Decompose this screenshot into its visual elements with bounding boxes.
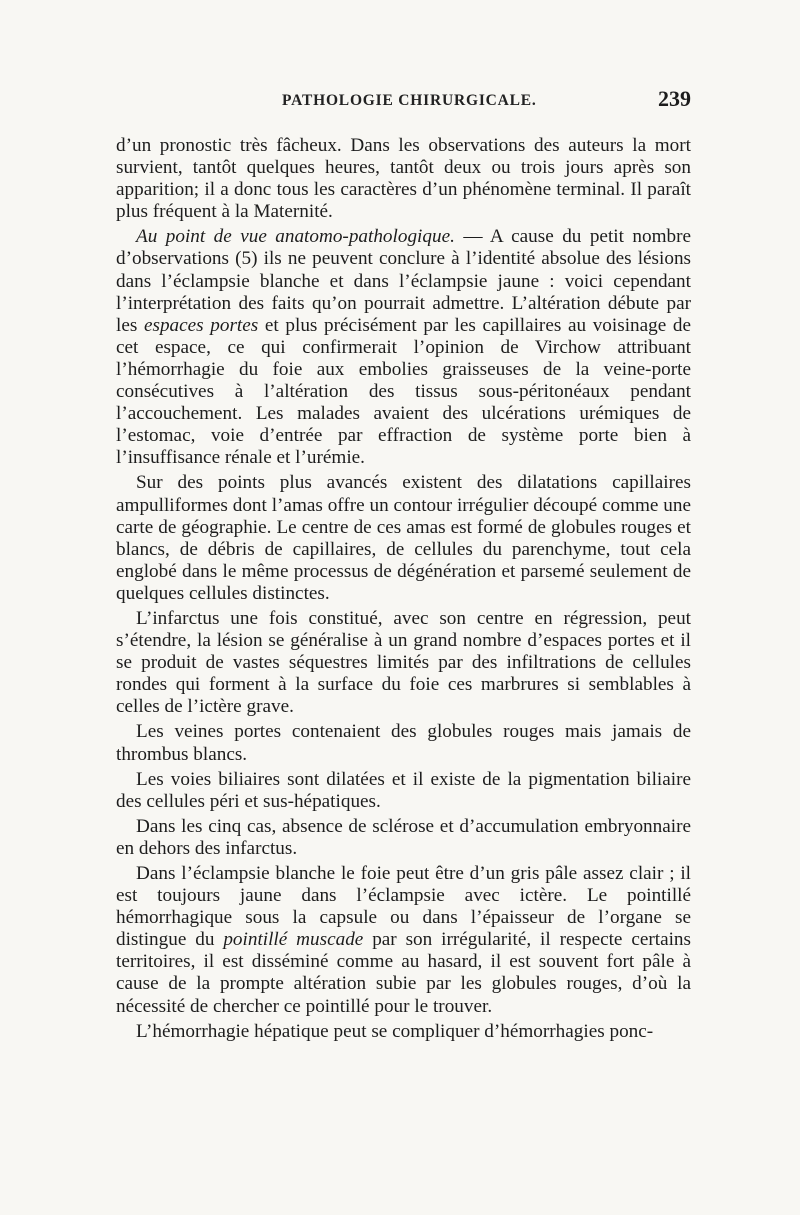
paragraph-8-text-b: par son irrégularité, il respecte certains territoires, il est disséminé comme au hasard, il est souvent fort pâle à cause de la prompte altération subie par les globules rouges, d’où la nécessité de chercher ce pointillé pour le trouver. — [116, 929, 691, 1017]
italic-term-espaces-portes: espaces portes — [143, 314, 259, 336]
running-head: PATHOLOGIE CHIRURGICALE. — [282, 92, 537, 109]
italic-term-pointille-muscade: pointillé muscade — [223, 929, 364, 951]
paragraph-2 — [116, 226, 691, 469]
paragraph-7 — [116, 816, 691, 860]
paragraph-5-text: Les veines portes contenaient des globules rouges mais jamais de thrombus blancs. — [116, 721, 691, 765]
paragraph-8 — [116, 863, 691, 1018]
main-text — [116, 135, 691, 1043]
paragraph-1 — [116, 135, 691, 223]
paragraph-5 — [116, 721, 691, 765]
paragraph-4-text: L’infarctus une fois constitué, avec son centre en régression, peut s’étendre, la lésion se généralise à un grand nombre d’espaces portes et il se produit de vastes séquestres limités par des infiltrations de cellules rondes qui forment à la surface du foie ces marbrures si semblables à celles de l’ictère grave. — [116, 607, 691, 718]
paragraph-8-text-a: Dans l’éclampsie blanche le foie peut être d’un gris pâle assez clair ; il est toujours jaune dans l’éclampsie avec ictère. Le pointillé hémorrhagique sous la capsule ou dans l’épaisseur de l’organe se distingue du — [116, 863, 691, 951]
paragraph-4 — [116, 608, 691, 718]
paragraph-1-text: d’un pronostic très fâcheux. Dans les observations des auteurs la mort survient, tantôt quelques heures, tantôt deux ou trois jours après son apparition; il a donc tous les caractères d’un phénomène terminal. Il paraît plus fréquent à la Maternité. — [116, 135, 691, 223]
page-header — [116, 86, 691, 122]
paragraph-3 — [116, 472, 691, 605]
paragraph-3-text: Sur des points plus avancés existent des dilatations capillaires ampulliformes dont l’amas offre un contour irrégulier découpé comme une carte de géographie. Le centre de ces amas est formé de globules rouges et blancs, de débris de capillaires, de cellules du parenchyme, tout cela englobé dans le même processus de dégénération et parsemé seulement de quelques cellules distinctes. — [116, 472, 691, 604]
paragraph-6 — [116, 769, 691, 813]
paragraph-2-text-a: — A cause du petit nombre d’observations (5) ils ne peuvent conclure à l’identité absolue des lésions dans l’éclampsie blanche et dans l’éclampsie jaune : voici cependant l’interprétation des faits qu’on pourrait admettre. L’altération débute par les — [116, 226, 691, 336]
page-number: 239 — [658, 86, 691, 111]
section-heading-italic: Au point de vue anatomo-pathologique. — [136, 226, 455, 248]
paragraph-2-text-b: et plus précisément par les capillaires au voisinage de cet espace, ce qui confirmerait l’opinion de Virchow attribuant l’hémorrhagie du foie aux embolies graisseuses de la veine-porte consécutives à l’altération des tissus sous-péritonéaux pendant l’accouchement. Les malades avaient des ulcérations urémiques de l’estomac, voie d’entrée par effraction de système porte bien à l’insuffisance rénale et l’urémie. — [116, 314, 691, 469]
paragraph-9-text: L’hémorrhagie hépatique peut se compliquer d’hémorrhagies ponc- — [136, 1020, 654, 1042]
paragraph-7-text: Dans les cinq cas, absence de sclérose et d’accumulation embryonnaire en dehors des infarctus. — [116, 815, 691, 859]
paragraph-9 — [116, 1021, 691, 1043]
paragraph-6-text: Les voies biliaires sont dilatées et il existe de la pigmentation biliaire des cellules péri et sus-hépatiques. — [116, 768, 691, 812]
